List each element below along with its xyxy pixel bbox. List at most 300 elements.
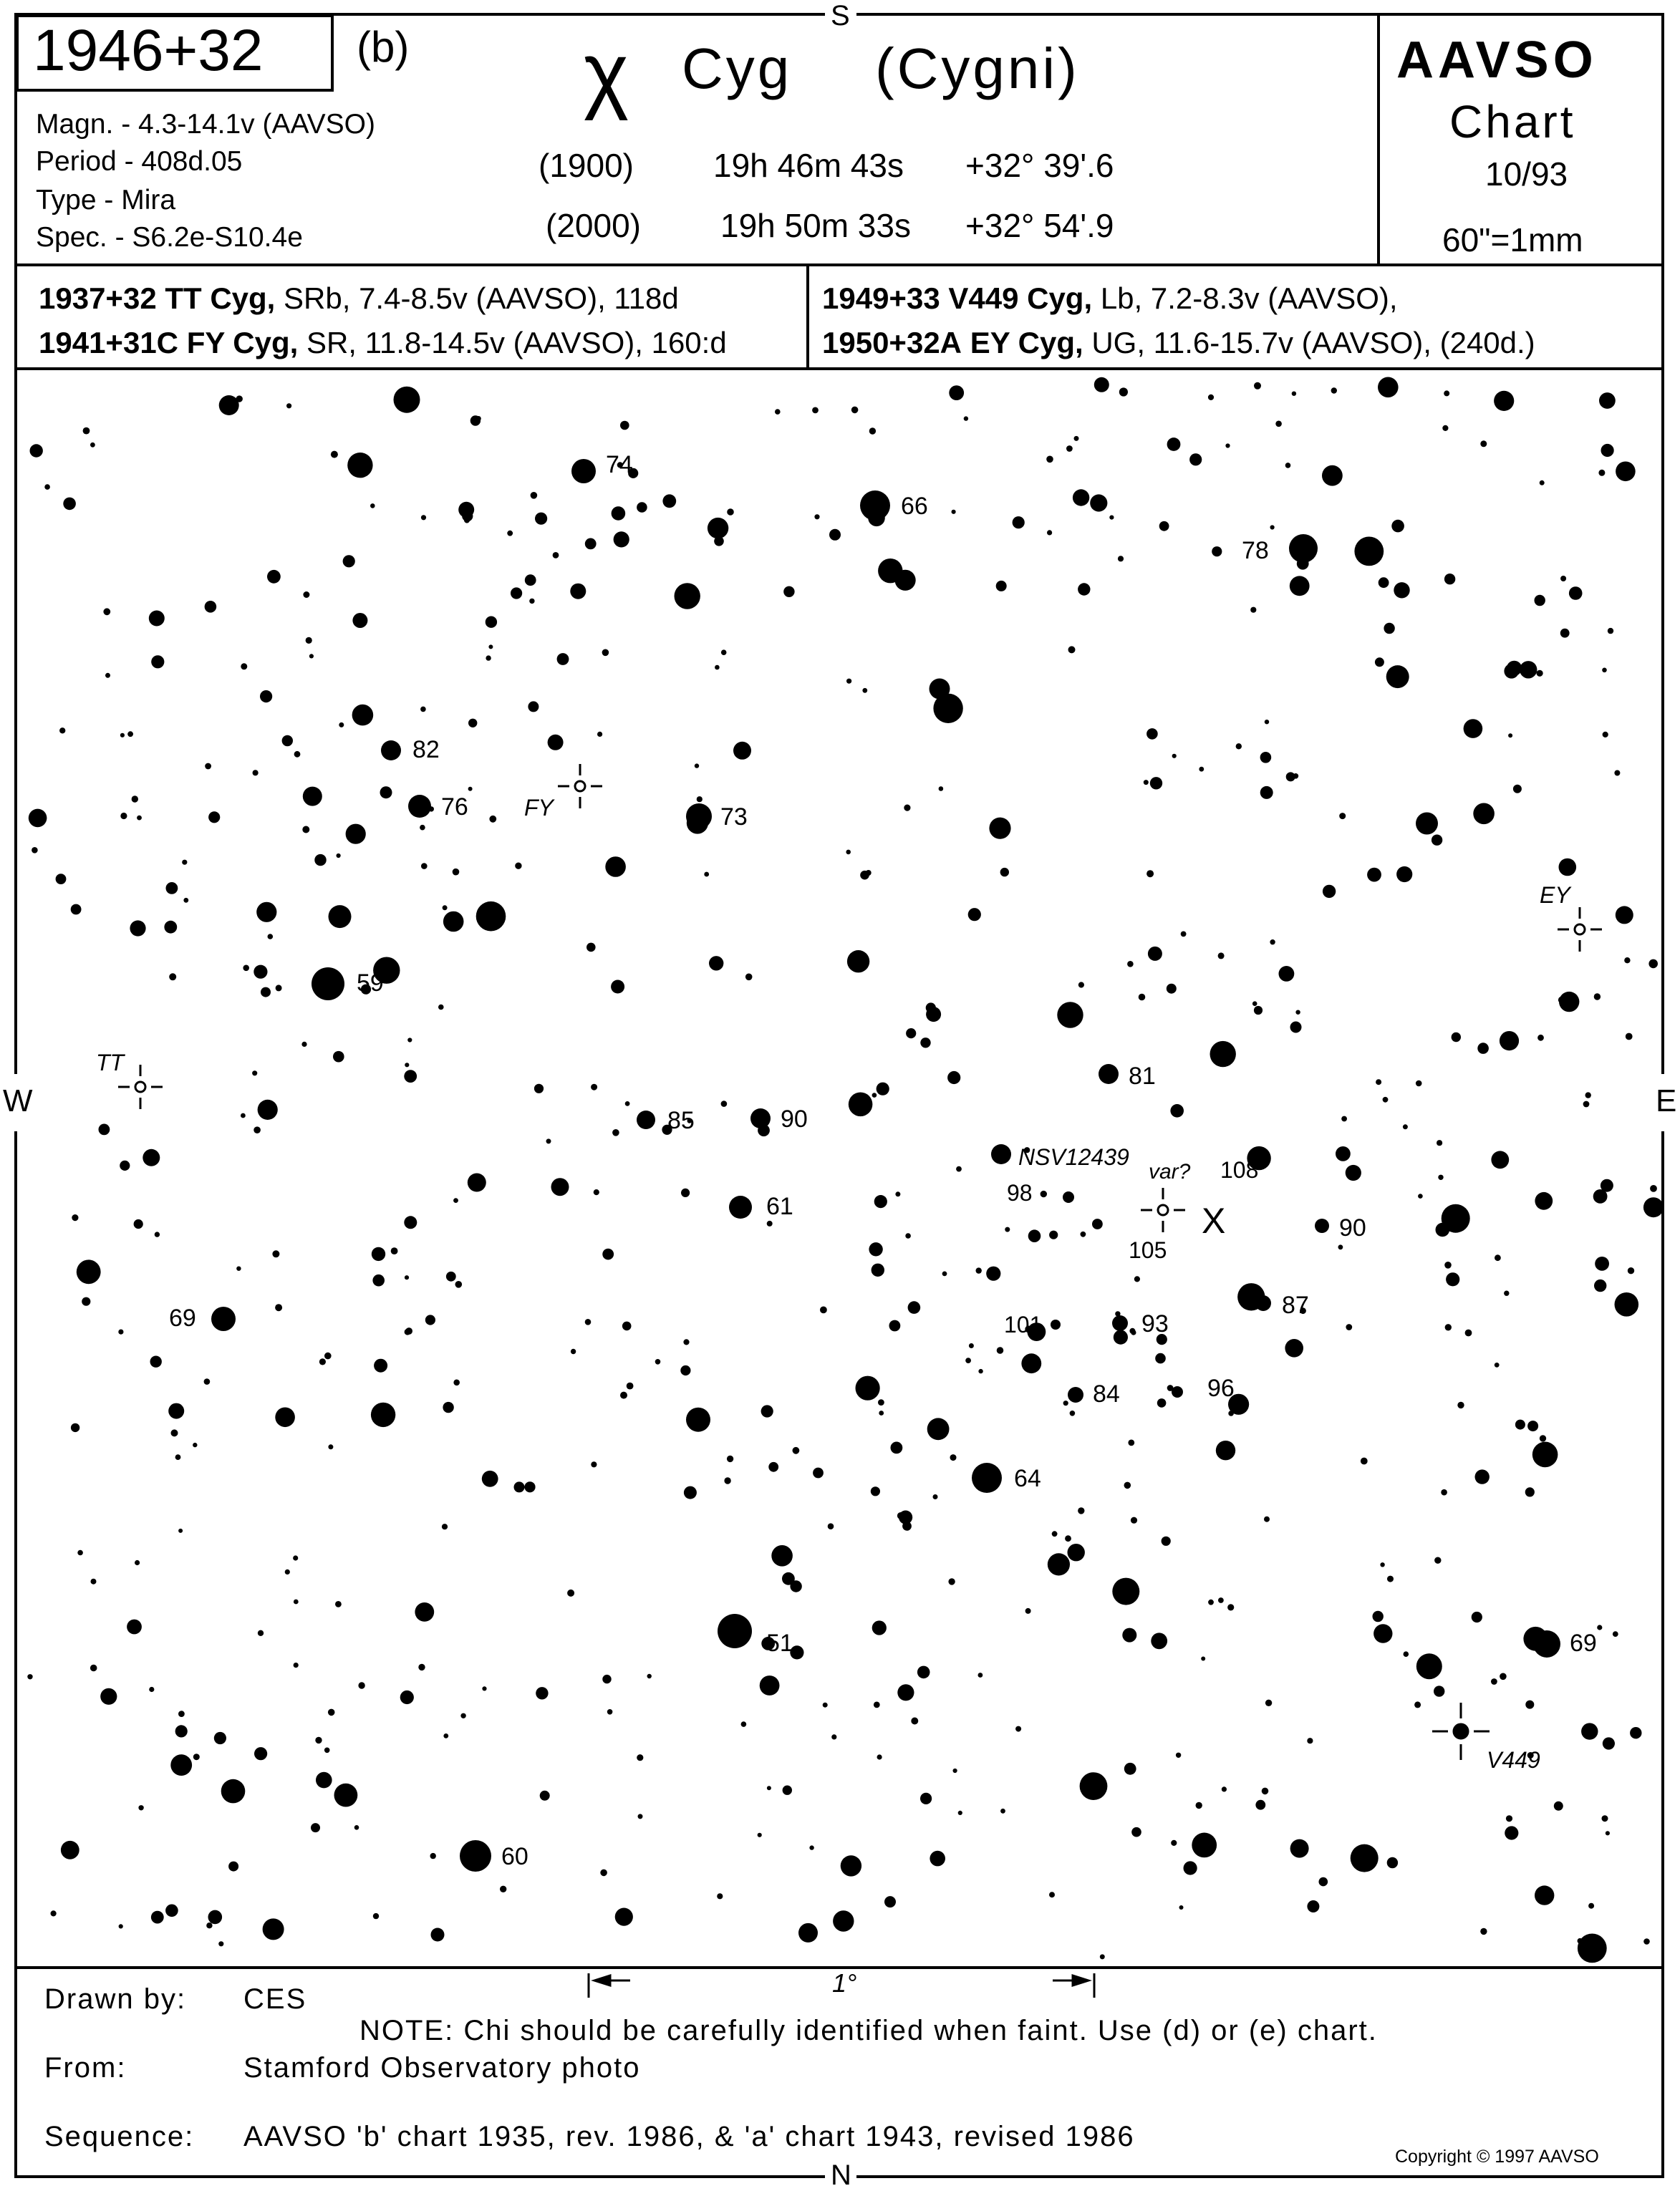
field-star xyxy=(1176,1753,1181,1758)
field-star xyxy=(486,616,497,628)
field-star xyxy=(1494,391,1514,411)
field-star xyxy=(164,921,177,934)
field-star xyxy=(920,1038,930,1048)
field-star xyxy=(680,1365,690,1375)
field-star xyxy=(1131,1330,1136,1335)
field-star xyxy=(949,385,964,400)
org-title: AAVSO xyxy=(1396,32,1598,89)
field-star xyxy=(1495,1363,1500,1368)
field-star xyxy=(986,1267,1000,1281)
field-star xyxy=(1049,1231,1058,1239)
mag-label: 98 xyxy=(1007,1180,1033,1206)
field-star xyxy=(1594,1280,1606,1292)
var-label-fy: FY xyxy=(524,795,554,821)
field-star xyxy=(1000,1809,1005,1814)
field-star xyxy=(841,1855,861,1876)
field-star xyxy=(1151,1633,1167,1649)
field-star xyxy=(316,1772,332,1789)
field-star xyxy=(1192,1833,1217,1858)
field-star xyxy=(612,1129,619,1136)
field-star xyxy=(920,1793,932,1804)
field-star xyxy=(29,809,47,828)
field-star xyxy=(531,492,538,499)
field-star xyxy=(1155,1353,1166,1364)
field-star xyxy=(373,1913,379,1919)
field-star xyxy=(683,1339,689,1345)
field-star xyxy=(612,506,626,521)
field-star xyxy=(1046,456,1053,463)
field-star xyxy=(529,599,534,604)
field-star xyxy=(120,1161,130,1171)
field-star xyxy=(1614,770,1620,776)
ra-1900: 19h 46m 43s xyxy=(713,147,904,184)
field-star xyxy=(63,498,76,511)
field-star xyxy=(585,1319,592,1325)
field-star xyxy=(1057,1002,1083,1027)
field-star xyxy=(1346,1165,1361,1181)
field-star xyxy=(71,1423,79,1432)
field-star xyxy=(868,510,885,527)
field-star xyxy=(594,1189,599,1195)
field-star xyxy=(1473,803,1495,825)
field-star xyxy=(1384,623,1394,634)
period-line: Period - 408d.05 xyxy=(36,146,243,177)
field-star xyxy=(1124,1763,1136,1775)
field-star xyxy=(1515,1420,1525,1430)
field-star xyxy=(331,451,338,458)
field-star xyxy=(380,786,392,798)
field-star xyxy=(137,816,142,821)
field-star xyxy=(1157,1398,1167,1408)
field-star xyxy=(1603,1737,1615,1749)
field-star xyxy=(208,1910,223,1925)
field-star xyxy=(59,727,65,733)
field-star xyxy=(976,1267,982,1273)
field-star xyxy=(1005,1227,1010,1232)
field-star xyxy=(548,735,564,750)
field-star xyxy=(91,1579,97,1585)
field-star xyxy=(553,552,559,558)
field-star xyxy=(813,1468,824,1479)
field-star xyxy=(1322,465,1343,486)
field-star xyxy=(1339,813,1346,819)
field-star xyxy=(1441,1489,1447,1496)
field-star xyxy=(1336,1146,1351,1161)
field-star xyxy=(611,980,624,994)
field-star xyxy=(267,570,281,584)
field-star xyxy=(32,847,38,853)
field-star xyxy=(1376,1079,1381,1085)
field-star xyxy=(1078,583,1090,595)
field-star xyxy=(294,751,301,758)
field-star xyxy=(334,1784,358,1807)
field-star xyxy=(333,1051,344,1063)
field-star xyxy=(214,1732,226,1744)
spec-line: Spec. - S6.2e-S10.4e xyxy=(36,222,303,253)
epoch-2000: (2000) xyxy=(546,207,641,244)
field-star xyxy=(329,905,352,928)
field-star xyxy=(118,1330,123,1335)
field-star xyxy=(586,943,596,952)
field-star xyxy=(600,1870,607,1877)
field-star xyxy=(1127,961,1134,967)
field-star xyxy=(1184,1861,1197,1875)
field-star xyxy=(958,1811,962,1815)
field-star xyxy=(930,679,950,700)
field-star xyxy=(620,421,629,430)
field-star xyxy=(856,1376,880,1401)
field-star xyxy=(1432,835,1442,846)
field-star xyxy=(1252,1001,1257,1006)
field-star xyxy=(1167,984,1177,994)
field-star xyxy=(1513,785,1522,793)
field-star xyxy=(1292,392,1296,396)
field-star xyxy=(1118,556,1124,561)
mag-label: 64 xyxy=(1014,1465,1041,1492)
field-star xyxy=(1179,1905,1184,1910)
chart-letter: (b) xyxy=(357,23,410,71)
field-star xyxy=(1491,1678,1497,1685)
field-star xyxy=(1559,858,1577,876)
field-star xyxy=(263,1918,284,1940)
field-star xyxy=(1416,813,1438,835)
field-star xyxy=(370,503,375,508)
field-star xyxy=(72,1214,78,1221)
field-star xyxy=(846,850,851,855)
field-star xyxy=(1351,1844,1379,1872)
field-star xyxy=(997,1347,1004,1354)
field-star xyxy=(952,510,956,514)
field-star xyxy=(1094,377,1109,392)
field-star xyxy=(758,1124,770,1136)
field-star xyxy=(860,871,869,880)
field-star xyxy=(415,1602,434,1622)
field-star xyxy=(170,1754,192,1776)
field-star xyxy=(906,1028,916,1038)
field-star xyxy=(254,1126,261,1133)
mag-label: 61 xyxy=(766,1193,793,1220)
field-star xyxy=(90,442,95,448)
field-star xyxy=(453,869,460,876)
field-star xyxy=(261,987,271,997)
field-star xyxy=(524,1481,535,1492)
field-star xyxy=(1650,1185,1657,1192)
field-star xyxy=(149,1687,154,1692)
field-star xyxy=(1078,982,1084,987)
field-star xyxy=(1148,947,1162,961)
field-star xyxy=(1379,577,1389,588)
field-star xyxy=(1170,1104,1184,1118)
field-star xyxy=(947,1071,960,1084)
field-star xyxy=(1146,728,1158,740)
field-star xyxy=(1090,494,1107,511)
field-star xyxy=(468,787,473,791)
field-star xyxy=(1265,1700,1272,1706)
field-star xyxy=(1599,392,1616,409)
field-star xyxy=(895,570,916,591)
field-star xyxy=(515,863,521,869)
field-star xyxy=(768,1462,778,1472)
field-star xyxy=(783,1786,792,1795)
field-star xyxy=(614,531,629,547)
field-star xyxy=(627,1383,634,1390)
field-star xyxy=(684,1486,697,1499)
field-star xyxy=(453,1198,458,1203)
comparison-star xyxy=(1099,1064,1119,1084)
x-marker xyxy=(1158,1205,1168,1215)
dec-1900: +32° 39'.6 xyxy=(965,147,1114,184)
field-star xyxy=(335,1601,342,1607)
field-star xyxy=(371,1403,395,1427)
field-star xyxy=(847,950,869,972)
field-star xyxy=(204,1378,211,1385)
field-star xyxy=(206,1922,212,1928)
field-star xyxy=(1506,1815,1512,1822)
chart-date: 10/93 xyxy=(1485,155,1568,193)
field-star xyxy=(727,508,734,516)
field-star xyxy=(849,1093,873,1117)
field-star xyxy=(1346,1324,1352,1330)
field-star xyxy=(775,409,781,415)
field-star xyxy=(218,1941,223,1946)
field-star xyxy=(1237,1283,1265,1310)
field-star xyxy=(1285,463,1291,468)
field-star xyxy=(989,818,1010,839)
field-star xyxy=(404,1070,417,1083)
field-star xyxy=(897,1684,914,1701)
field-star xyxy=(1028,1229,1041,1242)
field-star xyxy=(1537,670,1543,677)
field-star xyxy=(1222,1786,1227,1791)
field-star xyxy=(1508,733,1512,737)
field-star xyxy=(1452,1032,1461,1042)
field-star xyxy=(1255,1800,1265,1810)
field-star xyxy=(311,1823,320,1832)
field-star xyxy=(347,453,372,478)
field-star xyxy=(178,1711,185,1717)
field-star xyxy=(165,1905,178,1917)
field-star xyxy=(1464,719,1483,738)
field-star xyxy=(219,395,239,415)
field-star xyxy=(745,974,753,981)
field-star xyxy=(193,1754,200,1760)
field-star xyxy=(168,1403,184,1419)
field-star xyxy=(1598,470,1605,476)
field-star xyxy=(61,1841,79,1859)
field-star xyxy=(704,872,709,877)
field-star xyxy=(1048,1553,1070,1575)
copyright: Copyright © 1997 AAVSO xyxy=(1395,2147,1599,2167)
field-star xyxy=(1227,1604,1234,1610)
field-star xyxy=(978,1369,983,1373)
field-star xyxy=(1109,516,1114,520)
field-star xyxy=(1150,777,1162,789)
field-star xyxy=(1144,780,1149,785)
field-star xyxy=(829,529,841,541)
sequence-value: AAVSO 'b' chart 1935, rev. 1986, & 'a' chart 1943, revised 1986 xyxy=(243,2121,1135,2152)
field-star xyxy=(969,1343,974,1348)
field-star xyxy=(535,513,547,525)
field-star xyxy=(460,1713,465,1718)
field-star xyxy=(1015,1726,1021,1732)
field-star xyxy=(602,649,609,657)
field-star xyxy=(1527,1421,1538,1431)
neighbor-id: 1941+31C xyxy=(39,326,179,359)
field-star xyxy=(783,586,794,597)
field-star xyxy=(1262,1788,1269,1795)
field-star xyxy=(1535,1192,1553,1210)
field-star xyxy=(1472,1612,1482,1622)
field-star xyxy=(528,701,539,712)
mag-label: 66 xyxy=(901,493,928,520)
field-star xyxy=(127,1620,142,1635)
field-star xyxy=(488,644,493,649)
field-star xyxy=(151,1911,164,1924)
field-star xyxy=(551,1178,569,1196)
field-star xyxy=(767,1786,771,1790)
field-star xyxy=(1559,992,1579,1012)
field-star xyxy=(953,1769,957,1773)
field-star xyxy=(236,395,243,402)
field-star xyxy=(1052,1531,1058,1537)
neighbor-info: SRb, 7.4-8.5v (AAVSO), 118d xyxy=(284,281,679,315)
drawn-by-label: Drawn by: xyxy=(44,1983,187,2015)
field-star xyxy=(1583,1101,1590,1108)
field-star xyxy=(862,688,867,693)
field-star xyxy=(241,1113,246,1118)
field-star xyxy=(1578,1934,1607,1963)
field-star xyxy=(869,427,876,434)
field-star xyxy=(1290,1022,1302,1033)
field-star xyxy=(1208,395,1214,400)
field-star xyxy=(150,1356,162,1368)
comparison-star xyxy=(729,1196,752,1219)
field-star xyxy=(1416,1080,1422,1087)
field-star xyxy=(724,1477,730,1484)
field-star xyxy=(1436,1223,1450,1237)
field-star xyxy=(407,1038,412,1042)
mag-label: 69 xyxy=(1570,1630,1597,1657)
field-star xyxy=(1387,1857,1398,1868)
field-star xyxy=(1172,754,1177,758)
field-star xyxy=(405,1063,409,1067)
field-star xyxy=(438,1005,444,1010)
field-star xyxy=(540,1791,550,1801)
field-star xyxy=(51,1910,57,1916)
field-star xyxy=(1074,436,1079,441)
field-star xyxy=(1115,1311,1120,1316)
field-star xyxy=(1602,668,1607,673)
field-star xyxy=(1445,1324,1452,1330)
field-star xyxy=(446,1272,456,1282)
field-star xyxy=(1525,1701,1534,1709)
field-star xyxy=(1297,558,1309,570)
mag-label: 78 xyxy=(1242,537,1269,564)
field-star xyxy=(1378,377,1399,398)
field-star xyxy=(591,1461,597,1467)
field-star xyxy=(429,806,434,811)
star-name: Cyg xyxy=(682,37,793,100)
field-star xyxy=(1554,1801,1563,1811)
field-star xyxy=(30,444,43,457)
var-label-nsv12439: NSV12439 xyxy=(1018,1144,1129,1170)
field-star xyxy=(486,655,491,660)
field-star xyxy=(120,733,125,737)
field-star xyxy=(905,1233,911,1239)
field-star xyxy=(871,1486,880,1496)
field-star xyxy=(90,1665,97,1672)
field-star xyxy=(557,653,569,665)
field-star xyxy=(877,1754,882,1759)
var-label-v449: V449 xyxy=(1487,1747,1540,1773)
field-star xyxy=(828,1523,834,1529)
field-star xyxy=(1134,1276,1140,1282)
field-star xyxy=(309,654,314,658)
field-star xyxy=(205,601,217,613)
field-star xyxy=(1254,382,1261,390)
field-star xyxy=(254,1747,267,1760)
field-star xyxy=(874,1195,887,1208)
field-star xyxy=(585,538,597,550)
field-star xyxy=(337,853,341,858)
field-star xyxy=(405,1327,412,1335)
field-star xyxy=(1594,993,1601,1000)
mag-label: 90 xyxy=(1339,1214,1366,1242)
field-star xyxy=(286,403,291,408)
field-star xyxy=(302,826,309,833)
field-star xyxy=(1537,1035,1544,1041)
field-star xyxy=(602,1675,611,1683)
field-star xyxy=(767,1221,773,1227)
field-star xyxy=(708,518,728,538)
note: NOTE: Chi should be carefully identified when faint. Use (d) or (e) chart. xyxy=(359,2015,1378,2046)
field-star xyxy=(443,1402,453,1413)
field-star xyxy=(166,882,178,894)
field-star xyxy=(1128,1440,1134,1446)
field-star xyxy=(1386,665,1409,688)
field-star xyxy=(1444,390,1449,396)
field-star xyxy=(758,1833,762,1837)
field-star xyxy=(1331,387,1337,393)
mag-label: 87 xyxy=(1282,1292,1309,1319)
field-star xyxy=(455,1281,463,1288)
field-star xyxy=(293,1555,298,1560)
org-subtitle: Chart xyxy=(1449,96,1576,147)
field-star xyxy=(939,786,944,791)
field-star xyxy=(1265,720,1269,724)
field-star xyxy=(83,427,90,435)
neighbor-ey xyxy=(822,328,1535,358)
field-star xyxy=(155,1232,160,1237)
field-star xyxy=(1606,1831,1610,1835)
field-star xyxy=(306,637,312,644)
field-star xyxy=(675,583,700,609)
field-star xyxy=(714,536,724,546)
field-star xyxy=(1293,773,1299,779)
field-star xyxy=(443,905,448,910)
field-star xyxy=(1593,1189,1608,1204)
field-star xyxy=(1162,1537,1171,1546)
field-star xyxy=(771,1545,793,1567)
field-star xyxy=(1021,1353,1041,1373)
field-star xyxy=(1394,582,1409,598)
field-star xyxy=(1585,1092,1591,1098)
ra-2000: 19h 50m 33s xyxy=(720,207,911,244)
field-star xyxy=(1383,1097,1389,1103)
field-star xyxy=(877,1083,889,1096)
field-star xyxy=(1438,1175,1443,1180)
field-star xyxy=(833,1910,854,1931)
